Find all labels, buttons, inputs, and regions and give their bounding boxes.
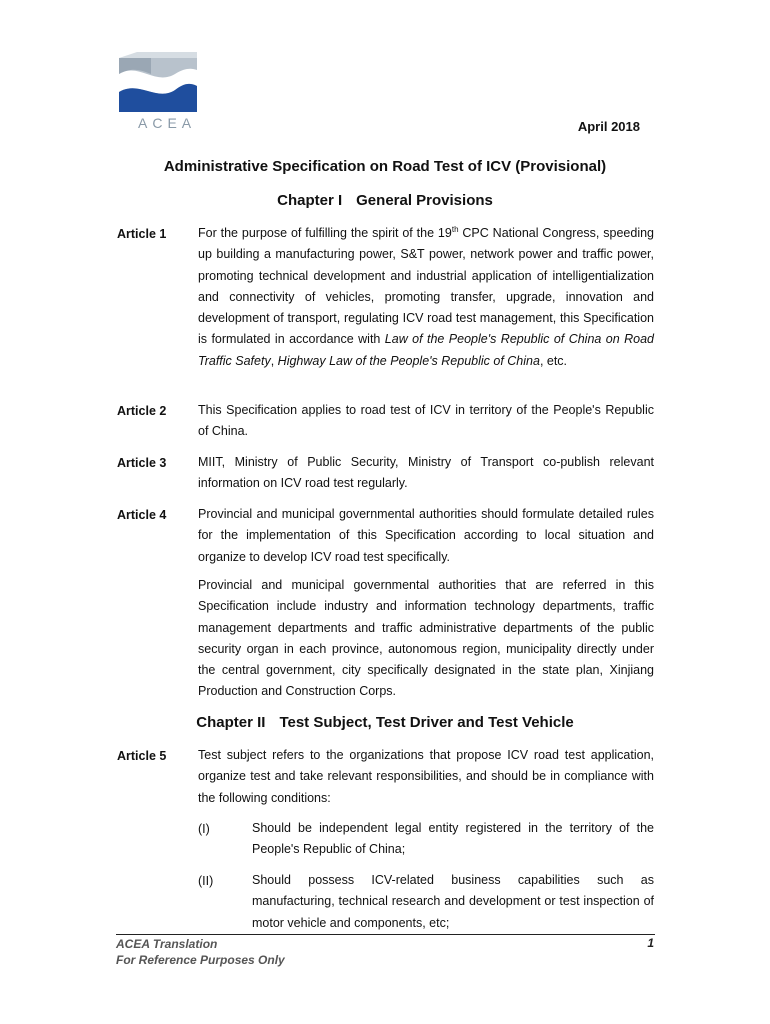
footer-line-2: For Reference Purposes Only (116, 953, 285, 967)
article-2-text: This Specification applies to road test of ICV in territory of the People's Republic of China. (198, 403, 654, 439)
document-title: Administrative Specification on Road Test of ICV (Provisional) (163, 158, 607, 175)
chapter-2-heading (0, 714, 770, 731)
chapter-1-name: General Provisions (356, 192, 493, 209)
article-1-text: For the purpose of fulfilling the spirit of the 19th CPC National Congress, speeding up building a manufacturing power, S&T power, network power and traffic power, promoting technical development and industrial application of intelligentialization and connectivity of vehicles, promoting transfer, upgrade, innovation and development of transport, regulating ICV road test management, this Specification is formulated in accordance with Law of the People's Republic of China on Road Traffic Safety, Highway Law of the People's Republic of China, etc. (198, 224, 655, 368)
footer-divider (116, 934, 655, 935)
article-4-label: Article 4 (117, 508, 167, 522)
document-date: April 2018 (577, 119, 640, 134)
article-2-label: Article 2 (117, 404, 167, 418)
logo-text: ACEA (138, 115, 197, 131)
footer-line-1: ACEA Translation (116, 937, 218, 951)
article-5-item-2-text: Should possess ICV-related business capabilities such as manufacturing, technical research and development or test inspection of motor vehicle and components, etc; (252, 873, 654, 930)
article-5-item-1-text: Should be independent legal entity registered in the territory of the People's Republic of China; (252, 821, 654, 857)
footer-note (116, 936, 285, 968)
article-1-label: Article 1 (117, 227, 167, 241)
chapter-1-label: Chapter I (277, 192, 343, 209)
article-5-item-2-num: (II) (198, 874, 214, 888)
page-number: 1 (647, 936, 654, 950)
article-3-text: MIIT, Ministry of Public Security, Ministry of Transport co-publish relevant information on ICV road test regularly. (198, 455, 654, 491)
article-5-label: Article 5 (117, 749, 167, 763)
chapter-1-heading (0, 192, 770, 209)
article-5-text: Test subject refers to the organizations that propose ICV road test application, organize test and take relevant responsibilities, and should be in compliance with the following conditions: (198, 748, 654, 805)
chapter-2-label: Chapter II (196, 714, 266, 731)
chapter-2-name: Test Subject, Test Driver and Test Vehicle (279, 714, 574, 731)
article-4-text-2: Provincial and municipal governmental authorities that are referred in this Specification include industry and information technology departments, traffic management departments and traffic administrative departments of the public security organ in each province, autonomous region, municipality directly under the central government, city specifically designated in the state plan, Xinjiang Production and Construction Corps. (198, 578, 654, 699)
article-5-item-1-num: (I) (198, 822, 210, 836)
article-3-label: Article 3 (117, 456, 167, 470)
article-4-text-1: Provincial and municipal governmental authorities should formulate detailed rules for the implementation of this Specification according to local situation and organize to develop ICV road test specifically. (198, 507, 654, 564)
